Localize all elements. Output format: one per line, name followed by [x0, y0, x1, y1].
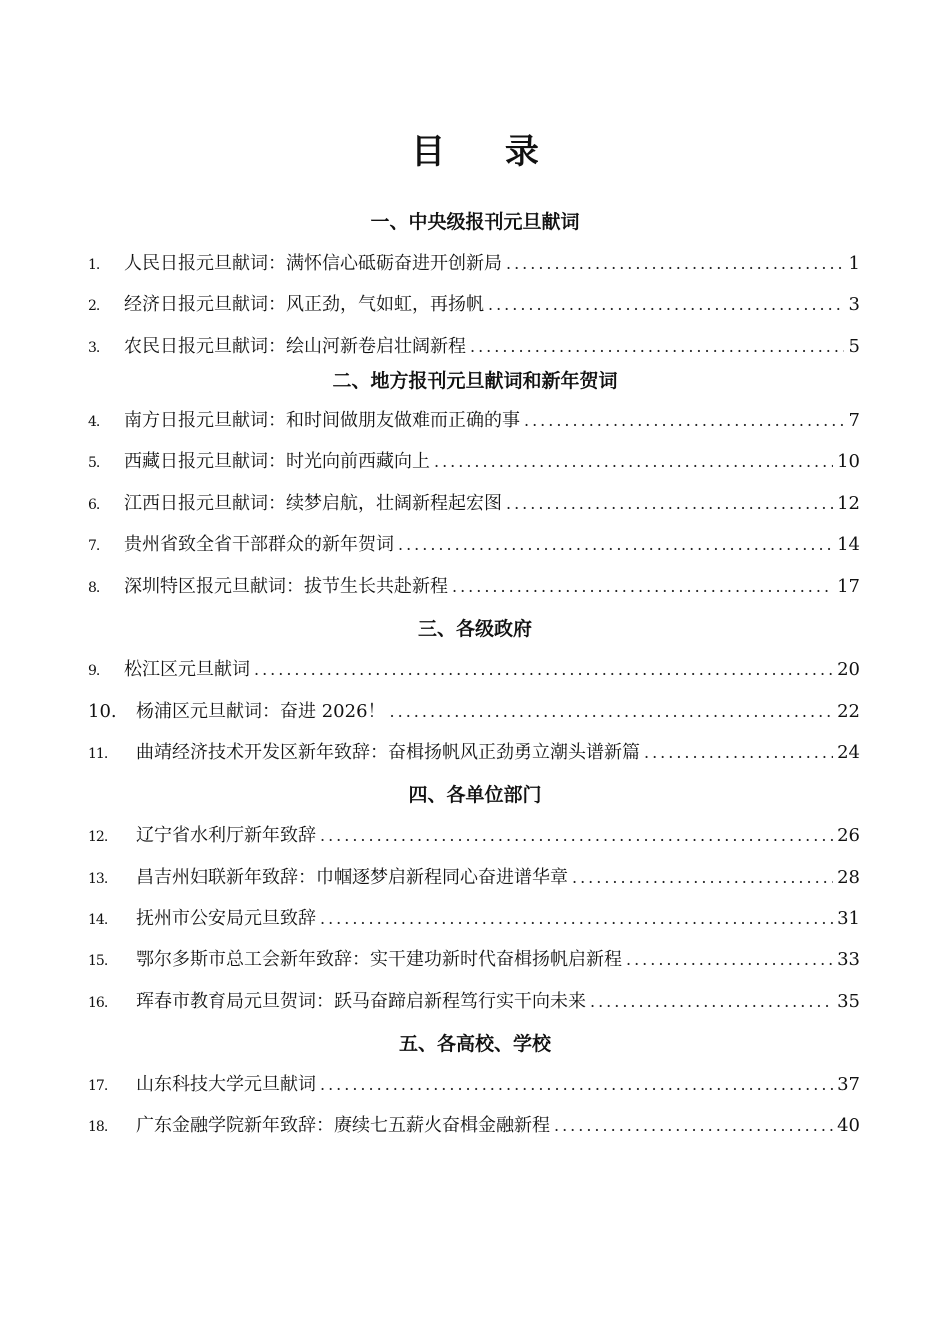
- entry-number: 8.: [88, 580, 100, 596]
- entry-page: 33: [837, 949, 860, 970]
- entry-page: 20: [837, 659, 860, 680]
- entry-title: 珲春市教育局元旦贺词：跃马奋蹄启新程笃行实干向未来: [136, 991, 586, 1012]
- entry-page: 26: [837, 825, 860, 846]
- dot-leader: [320, 905, 833, 933]
- dot-leader: [434, 448, 833, 476]
- dot-leader: [452, 573, 833, 601]
- toc-entry[interactable]: [88, 250, 860, 278]
- entry-title: 抚州市公安局元旦致辞: [136, 908, 316, 929]
- entry-title: 经济日报元旦献词：风正劲，气如虹，再扬帆: [124, 294, 484, 315]
- entry-title: 辽宁省水利厅新年致辞: [136, 825, 316, 846]
- toc-entry[interactable]: [88, 407, 860, 435]
- entry-page: 22: [837, 701, 860, 722]
- entry-title: 深圳特区报元旦献词：拔节生长共赴新程: [124, 576, 448, 597]
- entry-title: 杨浦区元旦献词：奋进 2026！: [136, 701, 386, 722]
- entry-page: 35: [837, 991, 860, 1012]
- entry-number: 17.: [88, 1078, 108, 1094]
- entry-title: 西藏日报元旦献词：时光向前西藏向上: [124, 451, 430, 472]
- entry-page: 12: [837, 493, 860, 514]
- section-heading: 一、中央级报刊元旦献词: [370, 211, 580, 233]
- entry-title: 江西日报元旦献词：续梦启航，壮阔新程起宏图: [124, 493, 502, 514]
- toc-entry[interactable]: [88, 656, 860, 684]
- toc-entry[interactable]: [88, 739, 860, 767]
- toc-entry[interactable]: [88, 448, 860, 476]
- toc-entry[interactable]: [88, 531, 860, 559]
- toc-entry[interactable]: [88, 822, 860, 850]
- toc-entry[interactable]: [88, 291, 860, 319]
- section-heading: 四、各单位部门: [408, 784, 542, 806]
- entry-title: 广东金融学院新年致辞：赓续七五薪火奋楫金融新程: [136, 1115, 550, 1136]
- entry-number: 9.: [88, 663, 100, 679]
- page-title: 目 录: [411, 132, 563, 172]
- toc-entry[interactable]: [88, 333, 860, 361]
- toc-entry[interactable]: [88, 573, 860, 601]
- entry-number: 18.: [88, 1119, 108, 1135]
- entry-page: 3: [848, 294, 860, 315]
- entry-number: 2.: [88, 298, 100, 314]
- entry-title: 南方日报元旦献词：和时间做朋友做难而正确的事: [124, 410, 520, 431]
- entry-title: 鄂尔多斯市总工会新年致辞：实干建功新时代奋楫扬帆启新程: [136, 949, 622, 970]
- dot-leader: [572, 864, 833, 892]
- entry-number: 3.: [88, 340, 100, 356]
- entry-title: 贵州省致全省干部群众的新年贺词: [124, 534, 394, 555]
- dot-leader: [488, 291, 844, 319]
- toc-entry[interactable]: [88, 490, 860, 518]
- entry-number: 16.: [88, 995, 108, 1011]
- entry-number: 1.: [88, 257, 100, 273]
- toc-entry[interactable]: [88, 864, 860, 892]
- dot-leader: [506, 490, 833, 518]
- entry-number: 7.: [88, 538, 100, 554]
- entry-page: 17: [837, 576, 860, 597]
- dot-leader: [254, 656, 833, 684]
- entry-number: 14.: [88, 912, 108, 928]
- entry-number: 5.: [88, 455, 100, 471]
- entry-number: 10.: [88, 701, 117, 722]
- entry-number: 13.: [88, 871, 108, 887]
- entry-title: 昌吉州妇联新年致辞：巾帼逐梦启新程同心奋进谱华章: [136, 867, 568, 888]
- toc-entry[interactable]: [88, 988, 860, 1016]
- entry-page: 24: [837, 742, 860, 763]
- entry-number: 4.: [88, 414, 100, 430]
- entry-page: 14: [837, 534, 860, 555]
- entry-title: 人民日报元旦献词：满怀信心砥砺奋进开创新局: [124, 253, 502, 274]
- dot-leader: [398, 531, 833, 559]
- entry-title: 山东科技大学元旦献词: [136, 1074, 316, 1095]
- entry-number: 15.: [88, 953, 108, 969]
- toc-entry[interactable]: [88, 905, 860, 933]
- entry-number: 12.: [88, 829, 108, 845]
- dot-leader: [320, 1071, 833, 1099]
- dot-leader: [320, 822, 833, 850]
- toc-entry[interactable]: [88, 698, 860, 726]
- entry-page: 10: [837, 451, 860, 472]
- entry-page: 1: [848, 253, 860, 274]
- dot-leader: [524, 407, 844, 435]
- dot-leader: [554, 1112, 833, 1140]
- entry-title: 曲靖经济技术开发区新年致辞：奋楫扬帆风正劲勇立潮头谱新篇: [136, 742, 640, 763]
- entry-page: 5: [848, 336, 860, 357]
- toc-entry[interactable]: [88, 1071, 860, 1099]
- entry-page: 7: [848, 410, 860, 431]
- entry-number: 11.: [88, 746, 108, 762]
- entry-page: 40: [837, 1115, 860, 1136]
- entry-page: 28: [837, 867, 860, 888]
- dot-leader: [470, 333, 844, 361]
- toc-entry[interactable]: [88, 1112, 860, 1140]
- toc-entry[interactable]: [88, 946, 860, 974]
- section-heading: 三、各级政府: [417, 618, 532, 640]
- dot-leader: [644, 739, 833, 767]
- dot-leader: [626, 946, 833, 974]
- section-heading: 二、地方报刊元旦献词和新年贺词: [332, 370, 618, 392]
- dot-leader: [506, 250, 844, 278]
- entry-page: 37: [837, 1074, 860, 1095]
- dot-leader: [390, 698, 834, 726]
- entry-page: 31: [837, 908, 860, 929]
- entry-title: 松江区元旦献词: [124, 659, 250, 680]
- entry-title: 农民日报元旦献词：绘山河新卷启壮阔新程: [124, 336, 466, 357]
- section-heading: 五、各高校、学校: [398, 1033, 551, 1055]
- entry-number: 6.: [88, 497, 100, 513]
- dot-leader: [590, 988, 833, 1016]
